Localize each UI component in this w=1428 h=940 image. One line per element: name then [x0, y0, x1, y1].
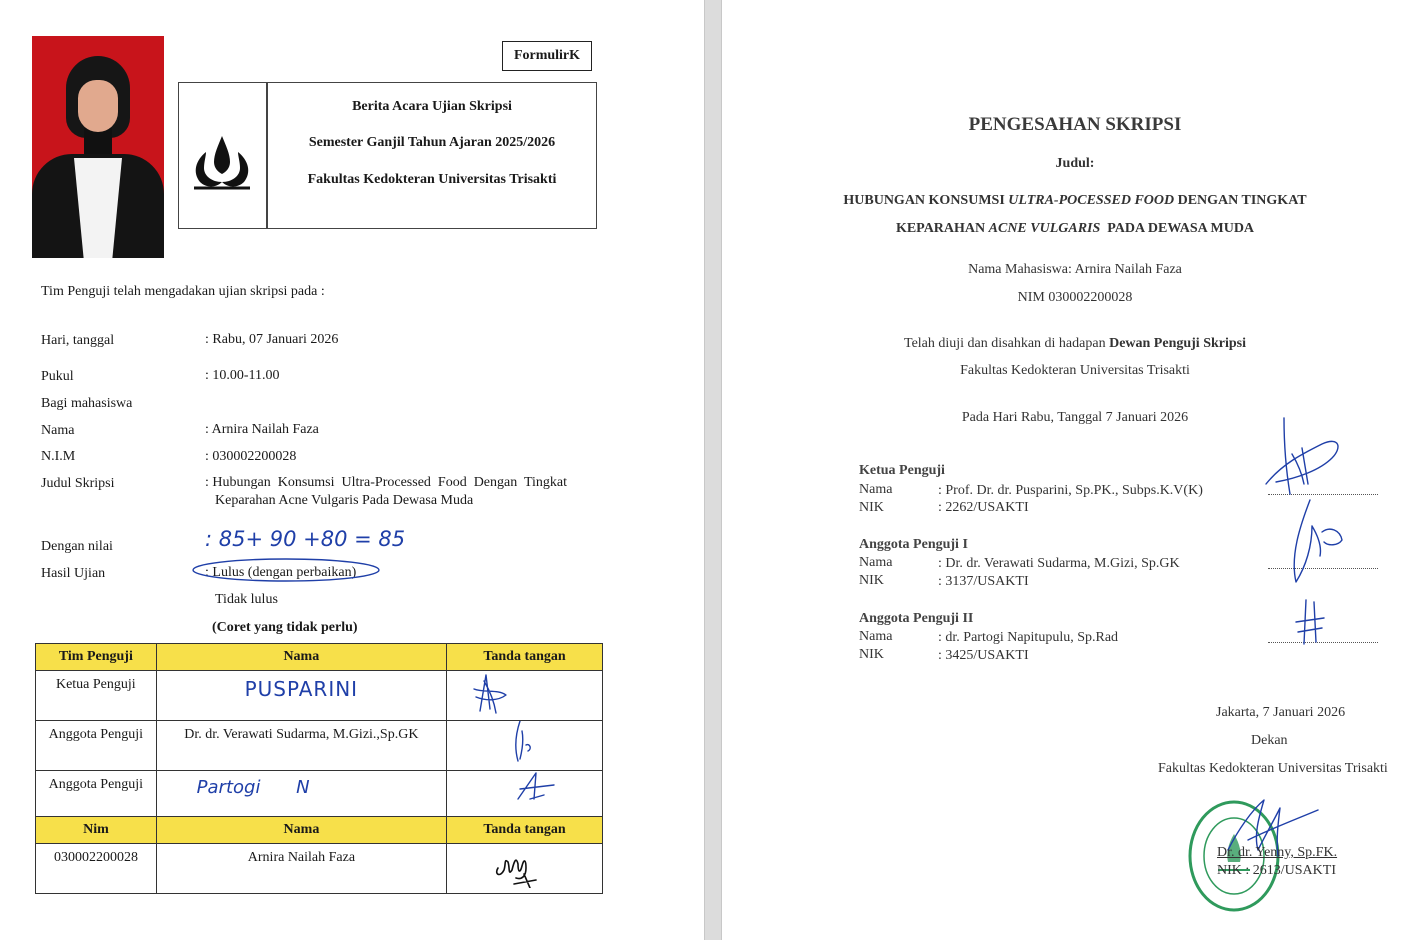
col-header: Tim Penguji [36, 644, 157, 671]
student-table [35, 816, 603, 894]
examiner-nik: : 2262/USAKTI [938, 500, 1029, 515]
student-photo [32, 36, 164, 258]
col-header: Nama [156, 817, 446, 844]
examiner-name-handwritten: PUSPARINI [244, 677, 359, 701]
examiner-nik-label: NIK [859, 500, 884, 515]
dekan-nik: NIK : 2613/USAKTI [1217, 863, 1336, 878]
student-name: Arnira Nailah Faza [247, 850, 356, 865]
bagi-label: Bagi mahasiswa [41, 396, 133, 411]
examiner-nik: : 3425/USAKTI [938, 648, 1029, 663]
exam-date: Pada Hari Rabu, Tanggal 7 Januari 2026 [961, 410, 1189, 425]
pukul-label: Pukul [41, 369, 74, 384]
pukul-value: : 10.00-11.00 [205, 368, 280, 383]
examiner-nama-label: Nama [859, 555, 893, 570]
examiner-nama: : Dr. dr. Verawati Sudarma, M.Gizi, Sp.GK [938, 556, 1180, 571]
table-row [36, 771, 603, 821]
dekan-title: Dekan [1251, 733, 1288, 748]
pengesahan-page [722, 0, 1428, 940]
examiner-nik-label: NIK [859, 647, 884, 662]
student-nim: 030002200028 [53, 850, 138, 865]
nama-label: Nama [41, 423, 75, 438]
examiner-title: Ketua Penguji [859, 463, 945, 478]
col-header: Tanda tangan [447, 817, 603, 844]
place-date: Jakarta, 7 Januari 2026 [1216, 705, 1346, 720]
signature-icon [450, 671, 600, 715]
examiner-role: Anggota Penguji [48, 727, 144, 742]
page-gutter [704, 0, 722, 940]
form-code-box: FormulirK [502, 41, 592, 71]
hari-label: Hari, tanggal [41, 333, 115, 348]
col-header: Nama [156, 644, 446, 671]
dekan-name: Dr. dr. Yenny, Sp.FK. [1217, 845, 1338, 860]
signature-icon [1282, 496, 1352, 586]
trisakti-logo-icon [188, 132, 256, 194]
student-name: Nama Mahasiswa: Arnira Nailah Faza [968, 262, 1182, 277]
header-line-1: Berita Acara Ujian Skripsi [352, 99, 512, 114]
judul-label: Judul Skripsi [41, 476, 115, 491]
header-line-3: Fakultas Kedokteran Universitas Trisakti [307, 172, 557, 187]
thesis-title-line-2: KEPARAHAN ACNE VULGARIS PADA DEWASA MUDA [895, 221, 1255, 236]
examiner-name: Dr. dr. Verawati Sudarma, M.Gizi.,Sp.GK [184, 727, 419, 742]
col-header: Tanda tangan [447, 644, 603, 671]
examiner-nik: : 3137/USAKTI [938, 574, 1029, 589]
nama-value: : Arnira Nailah Faza [205, 422, 319, 437]
nilai-label: Dengan nilai [41, 539, 113, 554]
examiner-table-header [36, 644, 603, 671]
examiner-nama: : Prof. Dr. dr. Pusparini, Sp.PK., Subps.K.V(K) [938, 483, 1203, 498]
examiner-title: Anggota Penguji I [859, 537, 968, 552]
nim-label: N.I.M [41, 449, 76, 464]
hasil-label: Hasil Ujian [41, 566, 106, 581]
examiner-role: Anggota Penguji [48, 777, 144, 792]
hari-value: : Rabu, 07 Januari 2026 [205, 332, 339, 347]
examiner-name-handwritten: Partogi N [196, 777, 310, 798]
nim-value: : 030002200028 [205, 449, 297, 464]
signature-icon [1292, 598, 1332, 648]
student-nim: NIM 030002200028 [1017, 290, 1133, 305]
examiner-nik-label: NIK [859, 573, 884, 588]
hasil-option-tidak-lulus: Tidak lulus [215, 592, 278, 607]
page-title: PENGESAHAN SKRIPSI [968, 114, 1182, 135]
judul-label: Judul: [1055, 156, 1095, 171]
examiner-nama-label: Nama [859, 629, 893, 644]
student-table-header [36, 817, 603, 844]
coret-note: (Coret yang tidak perlu) [212, 620, 358, 635]
berita-acara-page [0, 0, 704, 940]
signature-icon [450, 771, 600, 815]
examiner-title: Anggota Penguji II [859, 611, 974, 626]
examiner-role: Ketua Penguji [55, 677, 136, 692]
faculty-name: Fakultas Kedokteran Universitas Trisakti [960, 363, 1190, 378]
examiner-nama: : dr. Partogi Napitupulu, Sp.Rad [938, 630, 1119, 645]
table-row [36, 721, 603, 771]
hasil-option-lulus: : Lulus (dengan perbaikan) [205, 565, 357, 580]
signature-icon [450, 721, 600, 765]
col-header: Nim [36, 817, 157, 844]
signature-icon [450, 844, 600, 888]
judul-value-1: : Hubungan Konsumsi Ultra-Processed Food Dengan Tingkat [205, 475, 568, 490]
circle-mark-icon [190, 556, 384, 584]
nilai-handwritten: : 85+ 90 +80 = 85 [205, 527, 406, 551]
table-row [36, 671, 603, 721]
header-line-2: Semester Ganjil Tahun Ajaran 2025/2026 [308, 135, 556, 150]
dekan-faculty: Fakultas Kedokteran Universitas Trisakti [1158, 761, 1388, 776]
judul-value-2: Keparahan Acne Vulgaris Pada Dewasa Muda [215, 493, 474, 508]
examiner-nama-label: Nama [859, 482, 893, 497]
intro-text: Tim Penguji telah mengadakan ujian skripsi pada : [41, 284, 325, 299]
table-row [36, 844, 603, 894]
signature-icon [1262, 414, 1346, 498]
tested-statement: Telah diuji dan disahkan di hadapan Dewan Penguji Skripsi [904, 336, 1246, 351]
thesis-title-line-1: HUBUNGAN KONSUMSI ULTRA-POCESSED FOOD DENGAN TINGKAT [843, 193, 1307, 208]
examiner-table [35, 643, 603, 821]
